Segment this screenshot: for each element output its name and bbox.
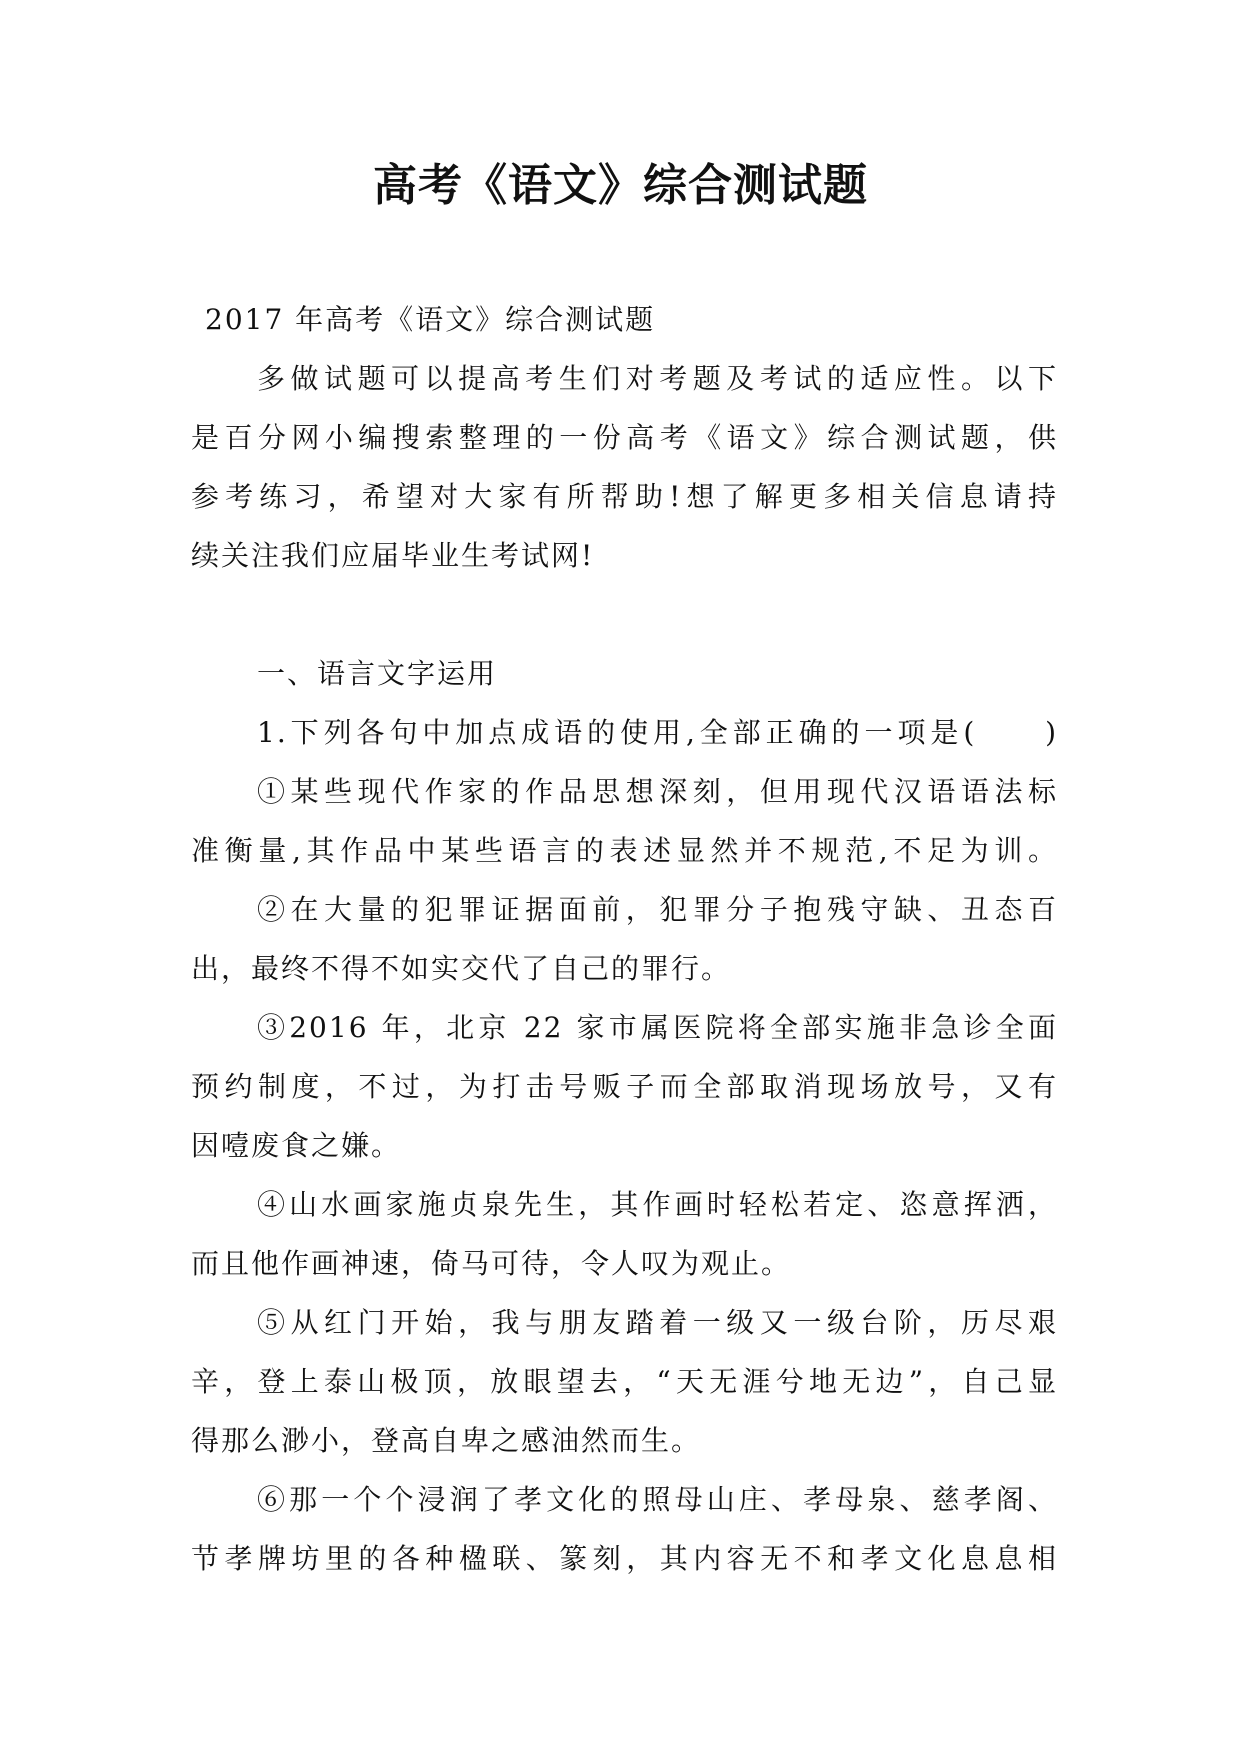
document-subtitle: 2017 年高考《语文》综合测试题 bbox=[205, 303, 656, 336]
option-paragraph bbox=[191, 1470, 1058, 1588]
text-line: ②在大量的犯罪证据面前，犯罪分子抱残守缺、丑态百 bbox=[257, 893, 1058, 926]
text-line: ⑤从红门开始，我与朋友踏着一级又一级台阶，历尽艰 bbox=[257, 1306, 1058, 1339]
text-line: 续关注我们应届毕业生考试网! bbox=[191, 539, 595, 572]
text-line: 是百分网小编搜索整理的一份高考《语文》综合测试题，供 bbox=[191, 421, 1058, 454]
document-title: 高考《语文》综合测试题 bbox=[373, 160, 868, 211]
document-body bbox=[191, 290, 1058, 1588]
text-line: 预约制度，不过，为打击号贩子而全部取消现场放号，又有 bbox=[191, 1070, 1058, 1103]
option-paragraph bbox=[191, 998, 1058, 1175]
option-paragraph bbox=[191, 762, 1058, 880]
text-line: ①某些现代作家的作品思想深刻，但用现代汉语语法标 bbox=[257, 775, 1058, 808]
text-line: ⑥那一个个浸润了孝文化的照母山庄、孝母泉、慈孝阁、 bbox=[257, 1483, 1058, 1516]
text-line: 准衡量,其作品中某些语言的表述显然并不规范,不足为训。 bbox=[191, 834, 1058, 867]
text-line: 参考练习，希望对大家有所帮助!想了解更多相关信息请持 bbox=[191, 480, 1058, 513]
text-line: ④山水画家施贞泉先生，其作画时轻松若定、恣意挥洒， bbox=[257, 1188, 1058, 1221]
option-paragraph bbox=[191, 1175, 1058, 1293]
text-line: ③2016 年，北京 22 家市属医院将全部实施非急诊全面 bbox=[257, 1011, 1058, 1044]
text-line: 而且他作画神速，倚马可待，令人叹为观止。 bbox=[191, 1247, 792, 1280]
text-line: 因噎废食之嫌。 bbox=[191, 1129, 402, 1162]
question-stem: 1.下列各句中加点成语的使用,全部正确的一项是( ) bbox=[257, 716, 1058, 749]
text-line: 得那么渺小，登高自卑之感油然而生。 bbox=[191, 1424, 702, 1457]
text-line: 出，最终不得不如实交代了自己的罪行。 bbox=[191, 952, 732, 985]
intro-paragraph bbox=[191, 349, 1058, 585]
section-heading: 一、语言文字运用 bbox=[257, 657, 498, 690]
text-line: 多做试题可以提高考生们对考题及考试的适应性。以下 bbox=[257, 362, 1058, 395]
text-line: 节孝牌坊里的各种楹联、篆刻，其内容无不和孝文化息息相 bbox=[191, 1542, 1058, 1575]
text-line: 辛，登上泰山极顶，放眼望去，“天无涯兮地无边”，自己显 bbox=[191, 1365, 1058, 1398]
option-paragraph bbox=[191, 1293, 1058, 1470]
blank-line bbox=[191, 585, 1058, 644]
option-paragraph bbox=[191, 880, 1058, 998]
